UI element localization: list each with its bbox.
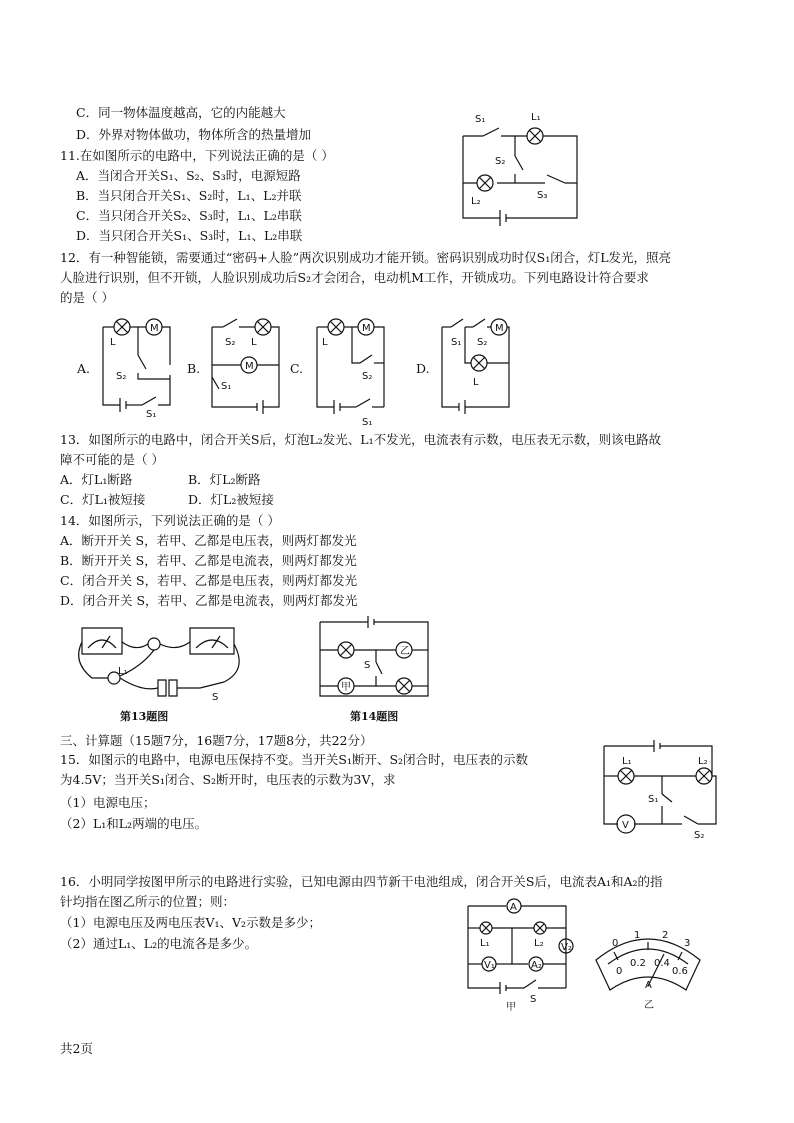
q16-circuit-jia (462, 898, 574, 1013)
q13-option-b: B．灯L₂断路 (188, 472, 261, 487)
q14-option-b: B．断开开关 S，若甲、乙都是电流表，则两灯都发光 (60, 553, 357, 568)
q15-line1: 15．如图示的电路中，电源电压保持不变。当开关S₁断开、S₂闭合时，电压表的示数 (60, 752, 529, 767)
q16-line1: 16．小明同学按图甲所示的电路进行实验，已知电源由四节新干电池组成，闭合开关S后，电流表A₁和A₂的指 (60, 874, 663, 889)
page-count-footer: 共2页 (60, 1041, 93, 1056)
q15-label-l2: L₂ (698, 756, 708, 767)
q15-label-l1: L₁ (622, 756, 632, 767)
q11-label-l2: L₂ (471, 196, 481, 207)
q16-part2: （2）通过L₁、L₂的电流各是多少。 (60, 936, 258, 951)
q10-option-d: D．外界对物体做功，物体所含的热量增加 (76, 127, 312, 142)
q11-option-c: C．当只闭合开关S₂、S₃时，L₁、L₂串联 (76, 208, 302, 223)
q16-dial-top-3: 3 (684, 938, 691, 949)
q11-option-a: A．当闭合开关S₁、S₂、S₃时，电源短路 (76, 168, 301, 183)
q16-dial-bot-1: 0.2 (630, 958, 646, 969)
q11-label-s3: S₃ (537, 190, 548, 201)
q11-label-l1: L₁ (531, 112, 541, 123)
q14-circuit-diagram (316, 616, 436, 704)
q15-label-s2: S₂ (694, 830, 705, 841)
q13-option-c: C．灯L₁被短接 (60, 492, 146, 507)
q12-line1: 12．有一种智能锁，需要通过“密码+人脸”两次识别成功才能开锁。密码识别成功时仅S₁闭合，灯L发光，照亮 (60, 250, 672, 265)
q16-part1: （1）电源电压及两电压表V₁、V₂示数是多少； (60, 915, 322, 930)
q16-meter-a2: A₂ (531, 960, 542, 971)
q16-meter-a-top: A (510, 902, 517, 913)
q12d-label-s1: S₁ (451, 337, 462, 348)
q12a-label-l: L (110, 337, 116, 348)
q12c-label-s1: S₁ (362, 417, 373, 428)
q16-label-jia: 甲 (506, 1002, 516, 1013)
q16-label-l1: L₁ (480, 938, 490, 949)
q13-physical-circuit-figure (72, 622, 252, 704)
q16-meter-v1: V₁ (484, 960, 495, 971)
q16-label-s: S (530, 994, 537, 1005)
q11-option-b: B．当只闭合开关S₁、S₂时，L₁、L₂并联 (76, 188, 302, 203)
q14-figure-caption: 第14题图 (350, 710, 399, 723)
q13-option-a: A．灯L₁断路 (60, 472, 133, 487)
svg-text:M: M (362, 323, 371, 334)
q16-dial-top-0: 0 (612, 938, 619, 949)
q16-dial-bot-3: 0.6 (672, 966, 688, 977)
q14-stem: 14．如图所示，下列说法正确的是（ ） (60, 513, 280, 528)
svg-text:M: M (150, 323, 159, 334)
q10-option-c: C．同一物体温度越高，它的内能越大 (76, 105, 286, 120)
q15-circuit-diagram (598, 738, 723, 841)
q12a-label-s2: S₂ (116, 371, 127, 382)
q11-stem: 11.在如图所示的电路中，下列说法正确的是（ ） (60, 148, 334, 163)
q12-option-c-label: C. (290, 361, 304, 376)
q15-part1: （1）电源电压； (60, 795, 156, 810)
q12-option-a-label: A. (77, 361, 91, 376)
section-3-heading: 三、计算题（15题7分，16题7分，17题8分，共22分） (60, 733, 373, 748)
q14-option-c: C．闭合开关 S，若甲、乙都是电压表，则两灯都发光 (60, 573, 358, 588)
q16-ammeter-dial-yi (592, 930, 704, 1012)
q16-line2: 针均指在图乙所示的位置；则： (60, 894, 236, 909)
q12-line2: 人脸进行识别，但不开锁，人脸识别成功后S₂才会闭合，电动机M工作，开锁成功。下列电路设计符合要求 (60, 270, 649, 285)
q13-line1: 13．如图所示的电路中，闭合开关S后，灯泡L₂发光、L₁不发光，电流表有示数，电压表无示数，则该电路故 (60, 432, 662, 447)
q12a-label-s1: S₁ (146, 409, 157, 420)
q16-label-yi: 乙 (644, 1000, 654, 1011)
svg-text:M: M (245, 361, 254, 372)
q12b-label-l: L (251, 337, 257, 348)
q12-option-d-label: D. (416, 361, 430, 376)
q12d-label-l: L (473, 377, 479, 388)
q16-dial-unit: A (645, 980, 652, 991)
q16-dial-bot-0: 0 (616, 966, 623, 977)
q11-circuit-diagram (455, 108, 595, 238)
q12b-label-s2: S₂ (225, 337, 236, 348)
q12d-label-s2: S₂ (477, 337, 488, 348)
q14-meter-jia: 甲 (341, 682, 351, 693)
q13-option-d: D．灯L₂被短接 (188, 492, 274, 507)
q15-label-s1: S₁ (648, 794, 659, 805)
q12c-label-l: L (322, 337, 328, 348)
q14-label-s: S (364, 660, 371, 671)
q13-line2: 障不可能的是（ ） (60, 452, 164, 467)
q13-label-s: S (212, 692, 219, 703)
q12b-label-s1: S₁ (221, 381, 232, 392)
q14-option-d: D．闭合开关 S，若甲、乙都是电流表，则两灯都发光 (60, 593, 358, 608)
q15-part2: （2）L₁和L₂两端的电压。 (60, 816, 208, 831)
q16-dial-top-2: 2 (662, 930, 669, 941)
q12c-label-s2: S₂ (362, 371, 373, 382)
q16-label-l2: L₂ (534, 938, 544, 949)
q11-label-s1: S₁ (475, 114, 486, 125)
q11-option-d: D．当只闭合开关S₁、S₃时，L₁、L₂串联 (76, 228, 303, 243)
q16-dial-bot-2: 0.4 (654, 958, 670, 969)
q13-label-l1: L₁ (118, 666, 128, 677)
q16-meter-v2: V₂ (561, 942, 572, 953)
q15-line2: 为4.5V；当开关S₁闭合、S₂断开时，电压表的示数为3V，求 (60, 772, 396, 787)
q15-voltmeter-label: V (622, 820, 629, 831)
q12-circuit-a (98, 315, 178, 420)
q14-meter-yi: 乙 (400, 646, 410, 657)
q14-option-a: A．断开开关 S，若甲、乙都是电压表，则两灯都发光 (60, 533, 357, 548)
q11-label-s2: S₂ (495, 156, 506, 167)
q12-circuit-c (312, 315, 392, 428)
q12-circuit-b (207, 315, 287, 415)
q13-figure-caption: 第13题图 (120, 710, 169, 723)
q12-circuit-d (437, 315, 517, 415)
svg-text:M: M (495, 323, 504, 334)
q16-dial-top-1: 1 (634, 930, 641, 941)
q12-line3: 的是（ ） (60, 290, 114, 305)
q12-option-b-label: B. (187, 361, 201, 376)
